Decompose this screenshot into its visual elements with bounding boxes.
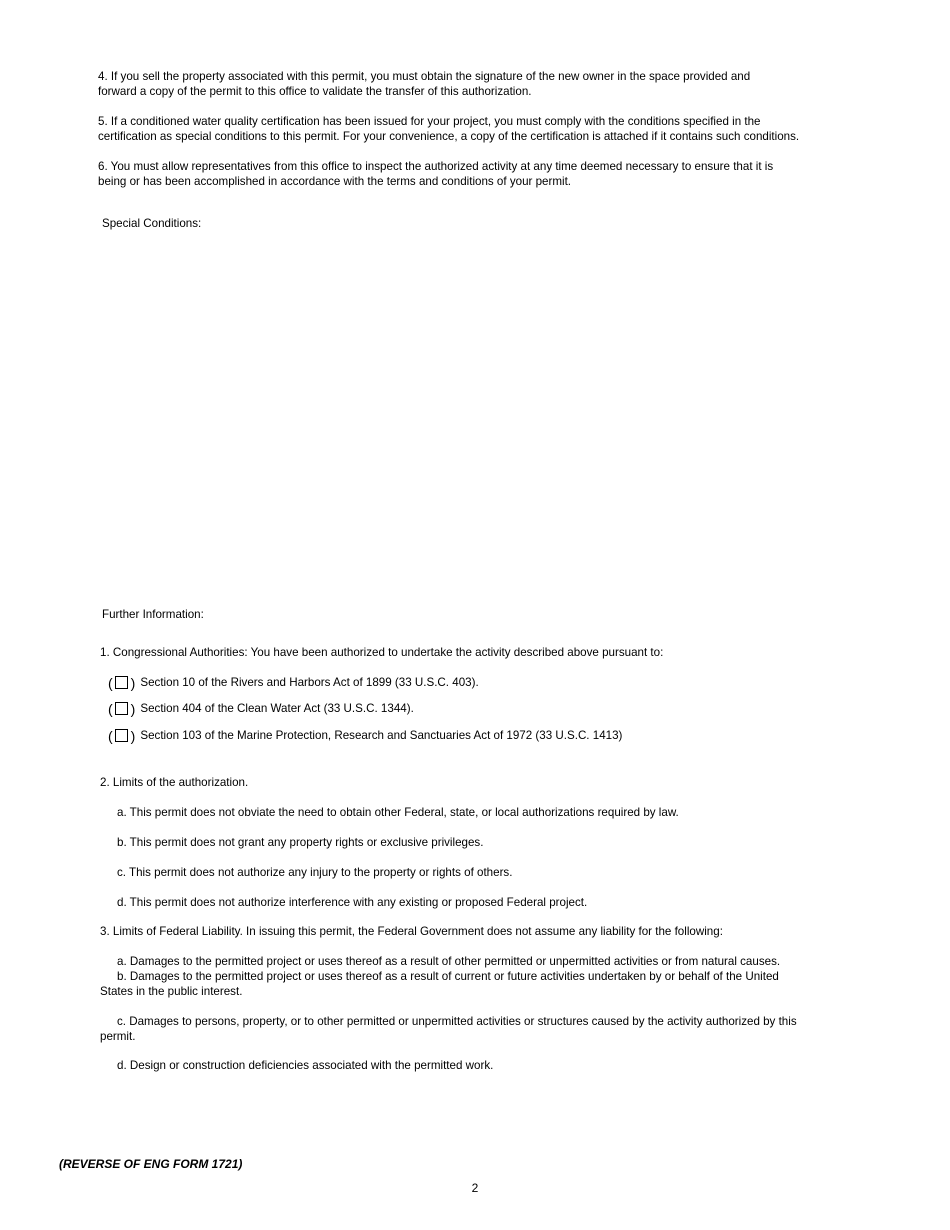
item-5-line-1: 5. If a conditioned water quality certification has been issued for your project, you must comply with the conditions specified in the bbox=[98, 115, 761, 128]
liability-item-c-line-1: c. Damages to persons, property, or to other permitted or unpermitted activities or structures caused by the activity authorized by this bbox=[117, 1015, 797, 1028]
clean-water-checkbox[interactable] bbox=[115, 702, 128, 715]
authority-option-rivers-harbors[interactable]: ( ) Section 10 of the Rivers and Harbors Act of 1899 (33 U.S.C. 403). bbox=[108, 675, 479, 691]
item-5-line-2: certification as special conditions to this permit. For your convenience, a copy of the certification is attached if it contains such conditions. bbox=[98, 130, 800, 143]
liability-item-d: d. Design or construction deficiencies associated with the permitted work. bbox=[117, 1059, 494, 1072]
item-6-line-1: 6. You must allow representatives from this office to inspect the authorized activity at any time deemed necessary to ensure that it is bbox=[98, 160, 774, 173]
rivers-harbors-label: Section 10 of the Rivers and Harbors Act of 1899 (33 U.S.C. 403). bbox=[140, 676, 479, 689]
item-6-line-2: being or has been accomplished in accordance with the terms and conditions of your permit. bbox=[98, 175, 572, 188]
liability-item-b-line-2: States in the public interest. bbox=[100, 985, 243, 998]
marine-protection-label: Section 103 of the Marine Protection, Research and Sanctuaries Act of 1972 (33 U.S.C. 1413) bbox=[140, 729, 623, 742]
limits-item-c: c. This permit does not authorize any injury to the property or rights of others. bbox=[117, 866, 513, 879]
item-6-paragraph bbox=[98, 159, 773, 189]
special-conditions-heading: Special Conditions: bbox=[102, 217, 202, 230]
liability-item-c-line-2: permit. bbox=[100, 1030, 136, 1043]
clean-water-label: Section 404 of the Clean Water Act (33 U.S.C. 1344). bbox=[140, 702, 414, 715]
liability-item-b-line-1: b. Damages to the permitted project or uses thereof as a result of current or future activities undertaken by or behalf of the United bbox=[117, 970, 779, 983]
marine-protection-checkbox[interactable] bbox=[115, 729, 128, 742]
item-4-line-2: forward a copy of the permit to this office to validate the transfer of this authorization. bbox=[98, 85, 532, 98]
form-identifier: (REVERSE OF ENG FORM 1721) bbox=[59, 1157, 243, 1171]
item-5-paragraph bbox=[98, 114, 799, 144]
limits-item-d: d. This permit does not authorize interference with any existing or proposed Federal project. bbox=[117, 896, 588, 909]
authority-option-clean-water[interactable]: ( ) Section 404 of the Clean Water Act (33 U.S.C. 1344). bbox=[108, 701, 414, 717]
authority-option-marine-protection[interactable]: ( ) Section 103 of the Marine Protection, Research and Sanctuaries Act of 1972 (33 U.S.C. 1413) bbox=[108, 728, 623, 744]
further-information-heading: Further Information: bbox=[102, 608, 204, 621]
limits-item-b: b. This permit does not grant any property rights or exclusive privileges. bbox=[117, 836, 484, 849]
item-4-line-1: 4. If you sell the property associated with this permit, you must obtain the signature of the new owner in the space provided and bbox=[98, 70, 751, 83]
limits-authorization-title: 2. Limits of the authorization. bbox=[100, 776, 249, 789]
item-4-paragraph bbox=[98, 69, 750, 99]
page-number: 2 bbox=[471, 1181, 479, 1195]
federal-liability-title: 3. Limits of Federal Liability. In issuing this permit, the Federal Government does not assume any liability for the following: bbox=[100, 925, 723, 938]
congressional-authorities-text: 1. Congressional Authorities: You have been authorized to undertake the activity described above pursuant to: bbox=[100, 646, 664, 659]
rivers-harbors-checkbox[interactable] bbox=[115, 676, 128, 689]
limits-item-a: a. This permit does not obviate the need to obtain other Federal, state, or local authorizations required by law. bbox=[117, 806, 679, 819]
liability-item-a: a. Damages to the permitted project or uses thereof as a result of other permitted or unpermitted activities or from natural causes. bbox=[117, 955, 781, 968]
